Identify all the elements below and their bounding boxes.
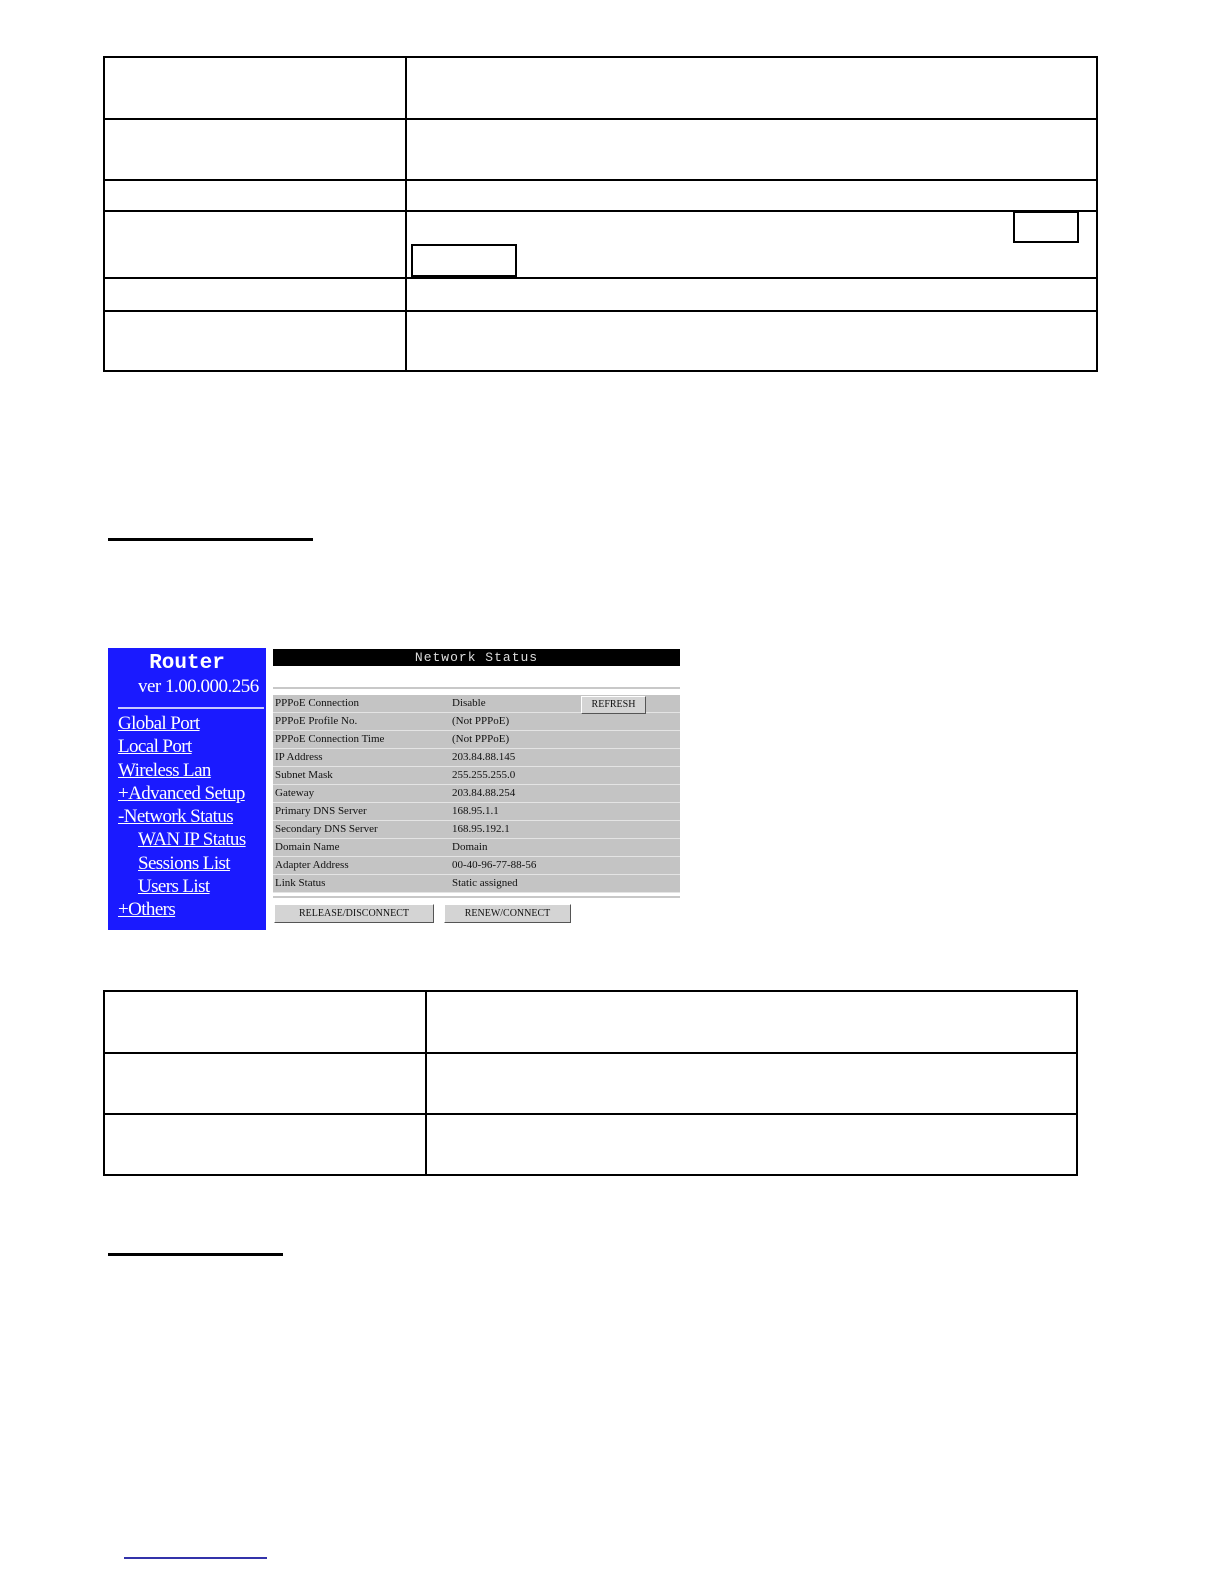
table-cell [104,1114,426,1175]
table-cell [104,1053,426,1114]
inline-button-outline [411,244,517,277]
status-row [273,803,680,821]
status-label: Link Status [275,877,326,889]
router-version: ver 1.00.000.256 [138,676,259,697]
status-value: 203.84.88.254 [452,787,516,799]
section-heading-underline [108,538,313,541]
section-heading-underline [108,1253,283,1256]
panel-header: Network Status [273,649,680,666]
status-table [273,695,680,893]
table-cell [406,278,1097,311]
table-cell [406,119,1097,180]
table-cell [406,57,1097,119]
nav-link-global-port[interactable]: Global Port [118,713,200,734]
status-label: Subnet Mask [275,769,333,781]
status-value: 00-40-96-77-88-56 [452,859,537,871]
status-value: Static assigned [452,877,518,889]
table-cell [104,278,406,311]
status-row [273,749,680,767]
table-cell [104,311,406,371]
status-label: IP Address [275,751,323,763]
nav-link-wireless-lan[interactable]: Wireless Lan [118,759,211,781]
router-title: Router [149,652,225,675]
router-network-status-screenshot [108,648,680,930]
status-row [273,857,680,875]
status-value: 168.95.192.1 [452,823,510,835]
table-cell [104,57,406,119]
table-cell [104,180,406,211]
table-cell [426,1114,1077,1175]
table-cell [426,1053,1077,1114]
status-row [273,875,680,893]
nav-link-others[interactable]: +Others [118,899,176,921]
status-value: 203.84.88.145 [452,751,516,763]
nav-link-advanced-setup[interactable]: +Advanced Setup [118,782,245,804]
table-cell [104,991,426,1053]
status-row [273,821,680,839]
status-row [273,839,680,857]
status-label: Domain Name [275,841,340,853]
refresh-button[interactable]: REFRESH [581,696,646,714]
table-cell [426,991,1077,1053]
nav-link-wan-ip-status[interactable]: WAN IP Status [138,829,246,851]
status-label: PPPoE Profile No. [275,715,358,727]
footer-divider [273,896,680,898]
inline-button-outline [1013,211,1079,243]
release-disconnect-button[interactable]: RELEASE/DISCONNECT [274,904,434,923]
router-sidebar [108,648,266,930]
status-row [273,767,680,785]
status-row [273,731,680,749]
header-divider [273,687,680,689]
table-cell [406,180,1097,211]
router-main-panel [273,648,680,930]
status-label: Primary DNS Server [275,805,367,817]
status-row [273,713,680,731]
status-label: PPPoE Connection Time [275,733,385,745]
status-label: Adapter Address [275,859,349,871]
sidebar-nav [108,712,266,922]
status-label: Gateway [275,787,315,799]
nav-link-users-list[interactable]: Users List [138,876,210,898]
status-row [273,785,680,803]
status-value: (Not PPPoE) [452,715,510,727]
table-cell [104,211,406,278]
status-value: Disable [452,697,486,709]
status-value: Domain [452,841,488,853]
status-value: 255.255.255.0 [452,769,516,781]
top-description-table [103,56,1098,372]
table-cell [104,119,406,180]
renew-connect-button[interactable]: RENEW/CONNECT [444,904,571,923]
sidebar-divider [118,707,264,709]
nav-link-local-port[interactable]: Local Port [118,736,192,758]
nav-link-network-status[interactable]: -Network Status [118,806,234,828]
table-cell [406,311,1097,371]
nav-link-sessions-list[interactable]: Sessions List [138,852,230,874]
status-label: PPPoE Connection [275,697,360,709]
status-value: (Not PPPoE) [452,733,510,745]
status-label: Secondary DNS Server [275,823,378,835]
bottom-description-table [103,990,1078,1176]
status-value: 168.95.1.1 [452,805,499,817]
footer-link-underline [124,1557,267,1559]
